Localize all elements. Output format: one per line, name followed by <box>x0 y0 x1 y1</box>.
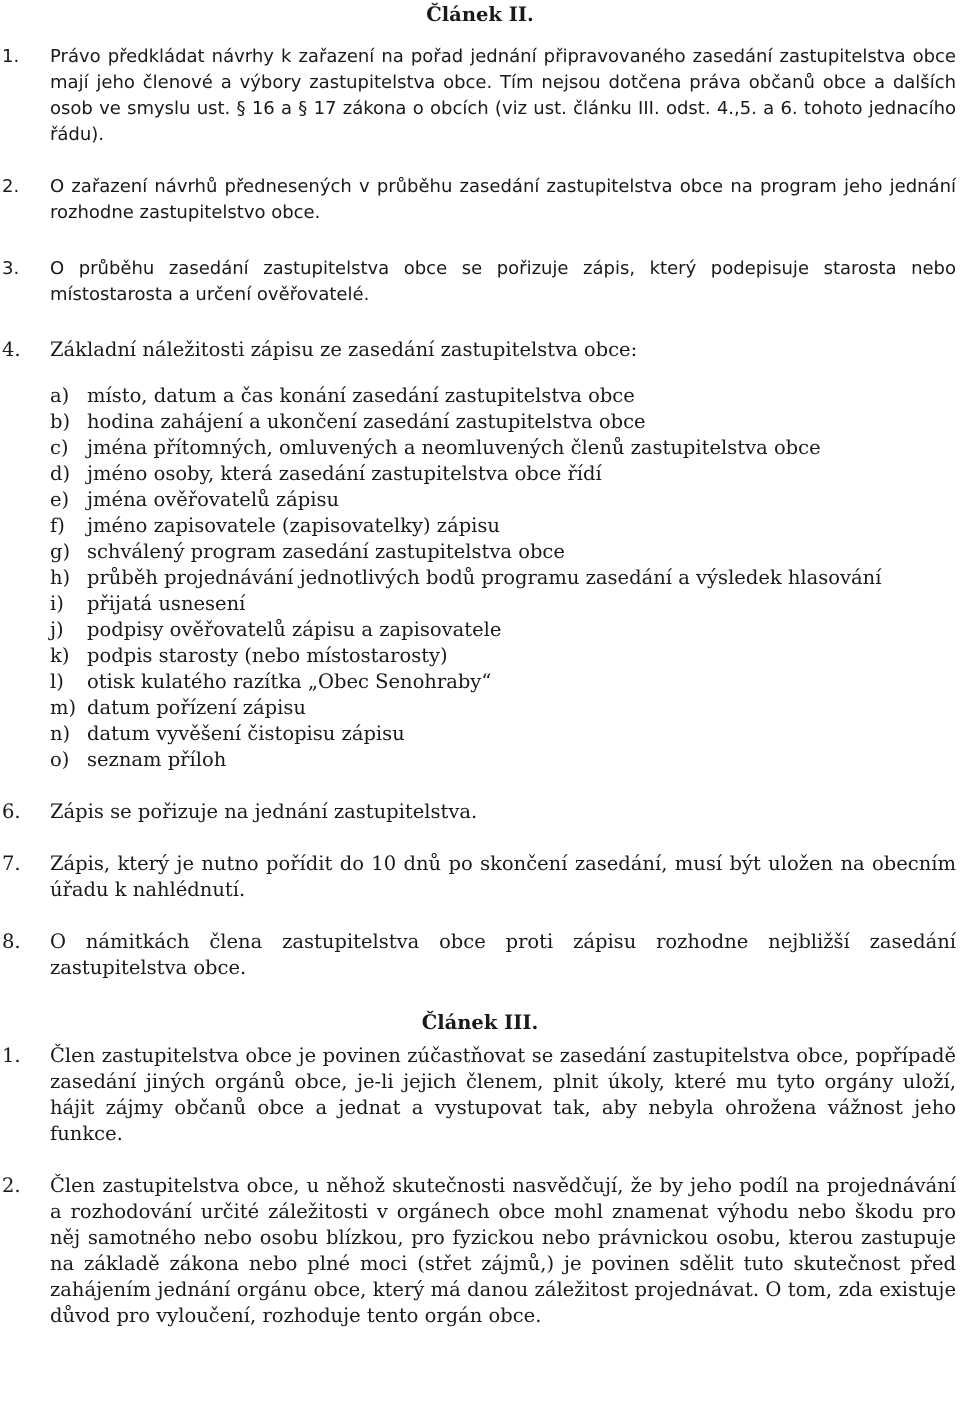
list-item-letter: l) <box>50 670 64 693</box>
list-item-text: průběh projednávání jednotlivých bodů programu zasedání a výsledek hlasování <box>87 566 882 589</box>
list-item-text: schválený program zasedání zastupitelstva obce <box>87 540 565 563</box>
list-item <box>50 721 953 747</box>
paragraph-number: 4. <box>2 338 21 361</box>
list-item-text: podpis starosty (nebo místostarosty) <box>87 644 448 667</box>
list-item-letter: k) <box>50 644 70 667</box>
list-item <box>50 591 953 617</box>
list-item-letter: a) <box>50 384 70 407</box>
list-item <box>50 539 953 565</box>
list-item <box>50 565 953 591</box>
list-item-text: jména ověřovatelů zápisu <box>87 488 340 511</box>
article-2-paragraph-3 <box>0 256 960 308</box>
paragraph-text: O námitkách člena zastupitelstva obce proti zápisu rozhodne nejbližší zasedání zastupitelstva obce. <box>50 930 956 979</box>
list-item-letter: d) <box>50 462 71 485</box>
list-item <box>50 747 953 773</box>
list-item-text: jména přítomných, omluvených a neomluvených členů zastupitelstva obce <box>87 436 821 459</box>
list-item-letter: e) <box>50 488 70 511</box>
list-item <box>50 461 953 487</box>
article-2-paragraph-6 <box>0 799 960 825</box>
list-item-text: podpisy ověřovatelů zápisu a zapisovatele <box>87 618 502 641</box>
paragraph-number: 2. <box>2 1174 21 1197</box>
list-item-letter: o) <box>50 748 70 771</box>
article-3-paragraph-1 <box>0 1043 960 1147</box>
paragraph-text: Člen zastupitelstva obce, u něhož skutečnosti nasvědčují, že by jeho podíl na projednávání a rozhodování určité záležitosti v orgánech obce mohl znamenat výhodu nebo škodu pro něj samotného nebo osobu blízkou, pro fyzickou nebo právnickou osobu, kterou zastupuje na základě zákona nebo plné moci (střet zájmů,) je povinen sdělit tuto skutečnost před zahájením jednání orgánu obce, který má danou záležitost projednávat. O tom, zda existuje důvod pro vyloučení, rozhoduje tento orgán obce. <box>50 1174 956 1327</box>
list-item <box>50 617 953 643</box>
list-item-text: otisk kulatého razítka „Obec Senohraby“ <box>87 670 492 693</box>
paragraph-text: O průběhu zasedání zastupitelstva obce se pořizuje zápis, který podepisuje starosta nebo místostarosta a určení ověřovatelé. <box>50 258 956 305</box>
list-item <box>50 409 953 435</box>
paragraph-text: Základní náležitosti zápisu ze zasedání zastupitelstva obce: <box>50 338 638 361</box>
list-item-letter: b) <box>50 410 71 433</box>
list-item <box>50 383 953 409</box>
list-item-letter: m) <box>50 696 77 719</box>
list-item-letter: i) <box>50 592 64 615</box>
list-item-text: datum vyvěšení čistopisu zápisu <box>87 722 405 745</box>
article-2-paragraph-4 <box>0 337 960 363</box>
paragraph-number: 8. <box>2 930 21 953</box>
list-item-text: hodina zahájení a ukončení zasedání zastupitelstva obce <box>87 410 646 433</box>
list-item <box>50 669 953 695</box>
minutes-requirements-list <box>50 383 953 773</box>
paragraph-number: 2. <box>2 176 20 197</box>
paragraph-number: 7. <box>2 852 21 875</box>
list-item-letter: h) <box>50 566 71 589</box>
paragraph-number: 3. <box>2 258 20 279</box>
list-item-text: přijatá usnesení <box>87 592 246 615</box>
paragraph-number: 1. <box>2 46 20 67</box>
list-item-letter: g) <box>50 540 71 563</box>
document-page <box>0 2 960 1401</box>
list-item-letter: c) <box>50 436 69 459</box>
list-item <box>50 695 953 721</box>
list-item-text: jméno zapisovatele (zapisovatelky) zápisu <box>87 514 500 537</box>
list-item <box>50 643 953 669</box>
article-3-heading: Článek III. <box>421 1011 539 1034</box>
list-item-text: seznam příloh <box>87 748 227 771</box>
article-2-paragraph-7 <box>0 851 960 903</box>
paragraph-text: O zařazení návrhů přednesených v průběhu zasedání zastupitelstva obce na program jeho jednání rozhodne zastupitelstvo obce. <box>50 176 956 223</box>
paragraph-number: 1. <box>2 1044 21 1067</box>
article-2-paragraph-1 <box>0 44 960 148</box>
article-3-paragraph-2 <box>0 1173 960 1329</box>
list-item-letter: j) <box>50 618 64 641</box>
paragraph-text: Právo předkládat návrhy k zařazení na pořad jednání připravovaného zasedání zastupitelstva obce mají jeho členové a výbory zastupitelstva obce. Tím nejsou dotčena práva občanů obce a dalších osob ve smyslu ust. § 16 a § 17 zákona o obcích (viz ust. článku III. odst. 4.,5. a 6. tohoto jednacího řádu). <box>50 46 956 145</box>
list-item-text: datum pořízení zápisu <box>87 696 306 719</box>
article-2-paragraph-2 <box>0 174 960 226</box>
list-item-letter: n) <box>50 722 71 745</box>
list-item <box>50 513 953 539</box>
list-item <box>50 487 953 513</box>
list-item-letter: f) <box>50 514 65 537</box>
paragraph-text: Zápis se pořizuje na jednání zastupitelstva. <box>50 800 478 823</box>
paragraph-text: Zápis, který je nutno pořídit do 10 dnů po skončení zasedání, musí být uložen na obecním úřadu k nahlédnutí. <box>50 852 956 901</box>
paragraph-text: Člen zastupitelstva obce je povinen zúčastňovat se zasedání zastupitelstva obce, popřípadě zasedání jiných orgánů obce, je-li jejich členem, plnit úkoly, které mu tyto orgány uloží, hájit zájmy občanů obce a jednat a vystupovat tak, aby nebyla ohrožena vážnost jeho funkce. <box>50 1044 956 1145</box>
article-2-paragraph-8 <box>0 929 960 981</box>
paragraph-number: 6. <box>2 800 21 823</box>
list-item <box>50 435 953 461</box>
list-item-text: jméno osoby, která zasedání zastupitelstva obce řídí <box>87 462 602 485</box>
article-2-heading: Článek II. <box>426 3 534 26</box>
list-item-text: místo, datum a čas konání zasedání zastupitelstva obce <box>87 384 635 407</box>
